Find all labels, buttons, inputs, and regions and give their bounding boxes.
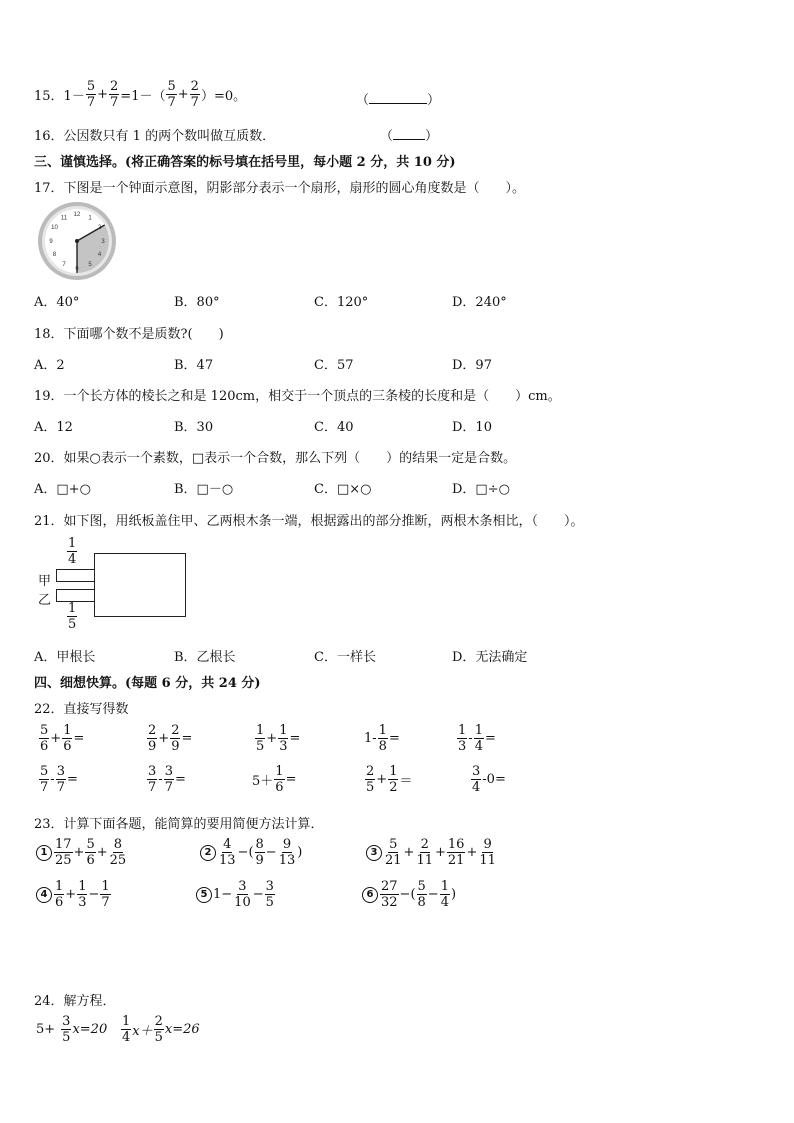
circle-number-1: 1 [36,845,52,861]
clock-num-10: 10 [51,225,58,231]
clock-num-12: 12 [73,212,81,218]
q15-number: 15． [34,89,64,104]
circle-number-5: 5 [196,887,212,903]
cardboard-cover [94,553,186,617]
q19-option-c[interactable]: C．40 [314,420,354,435]
circle-number-6: 6 [362,887,378,903]
clock-num-9: 9 [49,239,53,245]
q23-expr-1: 1 $\frac{17}{25}$ + $\frac{5}{6}$ + $\frac{8}{25}$ [36,838,128,867]
clock-face-diagram [36,201,118,281]
clock-num-1: 1 [88,215,92,222]
q23-expr-3: 3 $\frac{5}{21}$ + $\frac{2}{11}$ + $\frac{16}{21}$ + $\frac{9}{11}$ [366,838,498,867]
label-yi: 乙 [38,593,52,608]
wood-strips-diagram [36,537,196,635]
q22-r1-e5: $\frac{1}{3}$ - $\frac{1}{4}$ = [458,723,496,754]
q22-r2-e5: $\frac{3}{4}$ -0= [472,764,506,795]
q19-option-a[interactable]: A．12 [34,420,73,435]
q20-option-c[interactable]: C．□×○ [314,482,372,497]
q22-r2-e2: $\frac{3}{7}$ - $\frac{3}{7}$ = [148,764,186,795]
q23-expr-6: 6 $\frac{27}{32}$ −( $\frac{5}{8}$ − $\frac{1}{4}$ ) [362,880,456,909]
q18-option-a[interactable]: A．2 [34,358,65,373]
circle-number-3: 3 [366,845,382,861]
top-fraction-label: $\frac{1}{4}$ [68,536,77,567]
q17-option-d[interactable]: D．240° [452,295,507,310]
clock-num-4: 4 [97,252,102,258]
q19-option-b[interactable]: B．30 [174,420,214,435]
q23-text: 23．计算下面各题，能简算的要用简便方法计算． [34,817,324,832]
clock-num-8: 8 [52,252,57,258]
clock-num-2: 2 [97,225,102,231]
q19-option-d[interactable]: D．10 [452,420,492,435]
q21-option-b[interactable]: B．乙根长 [174,650,236,665]
clock-num-7: 7 [62,262,66,268]
q22-r1-e2: $\frac{2}{9}$ + $\frac{2}{9}$ = [148,723,193,754]
q22-text: 22．直接写得数 [34,702,129,717]
circle-number-4: 4 [36,887,52,903]
clock-center [75,239,79,243]
q21-text: 21．如下图，用纸板盖住甲、乙两根木条一端，根据露出的部分推断，两根木条相比，（ ）。 [34,514,584,529]
q21-option-d[interactable]: D．无法确定 [452,650,528,665]
q16-answer-blank[interactable]: （ ） [380,129,439,144]
q22-r2-e4: $\frac{2}{5}$ + $\frac{1}{2}$ ＝ [366,764,413,795]
q22-r1-e3: $\frac{1}{5}$ + $\frac{1}{3}$ = [256,723,301,754]
q17-option-b[interactable]: B．80° [174,295,220,310]
q15-answer-blank[interactable]: （ ） [356,93,441,108]
q24-equation-2: $\frac{1}{4}$ x＋ $\frac{2}{5}$ x=26 [122,1014,200,1045]
q24-equation-1: 5+ $\frac{3}{5}$ x=20 [36,1014,108,1045]
section-3-title: 三、谨慎选择。(将正确答案的标号填在括号里，每小题 2 分，共 10 分) [34,155,456,170]
clock-num-6: 6 [75,266,79,272]
label-jia: 甲 [38,574,52,589]
clock-num-3: 3 [101,239,105,245]
q23-expr-5: 5 1− $\frac{3}{10}$ − $\frac{3}{5}$ [196,880,276,909]
q21-option-a[interactable]: A．甲根长 [34,650,96,665]
q18-option-d[interactable]: D．97 [452,358,492,373]
q17-option-a[interactable]: A．40° [34,295,80,310]
q17-option-c[interactable]: C．120° [314,295,369,310]
q23-expr-4: 4 $\frac{1}{6}$ + $\frac{1}{3}$ − $\frac{1}{7}$ [36,880,112,909]
clock-num-11: 11 [60,215,68,222]
bottom-fraction-label: $\frac{1}{5}$ [68,601,77,632]
q18-option-c[interactable]: C．57 [314,358,354,373]
q20-option-b[interactable]: B．□－○ [174,482,234,497]
q24-text: 24．解方程． [34,994,116,1009]
q20-text: 20．如果○表示一个素数，□表示一个合数，那么下列（ ）的结果一定是合数。 [34,451,517,466]
q19-text: 19．一个长方体的棱长之和是 120cm，相交于一个顶点的三条棱的长度和是（ ）cm。 [34,389,561,404]
q20-option-a[interactable]: A．□+○ [34,482,91,497]
q22-r1-e1: $\frac{5}{6}$ + $\frac{1}{6}$ = [40,723,85,754]
circle-number-2: 2 [200,845,216,861]
strip-jia [56,569,96,582]
q23-expr-2: 2 $\frac{4}{13}$ −( $\frac{8}{9}$ − $\frac{9}{13}$ ) [200,838,302,867]
q15: 15． 1－ $\frac{5}{7}$ + $\frac{2}{7}$ =1－（ $\frac{5}{7}$ + $\frac{2}{7}$ ）=0。 [34,79,247,110]
strip-yi [56,589,96,602]
q20-option-d[interactable]: D．□÷○ [452,482,510,497]
q16-text: 16．公因数只有 1 的两个数叫做互质数． [34,129,276,144]
q22-r1-e4: 1- $\frac{1}{8}$ = [364,723,400,754]
q18-option-b[interactable]: B．47 [174,358,214,373]
q18-text: 18．下面哪个数不是质数?( ) [34,327,224,342]
clock-num-5: 5 [88,262,92,268]
q17-text: 17．下图是一个钟面示意图，阴影部分表示一个扇形，扇形的圆心角度数是（ ）。 [34,181,526,196]
q22-r2-e3: 5＋ $\frac{1}{6}$ = [252,764,297,795]
q22-r2-e1: $\frac{5}{7}$ - $\frac{3}{7}$ = [40,764,78,795]
section-4-title: 四、细想快算。(每题 6 分，共 24 分) [34,676,261,691]
q21-option-c[interactable]: C．一样长 [314,650,376,665]
